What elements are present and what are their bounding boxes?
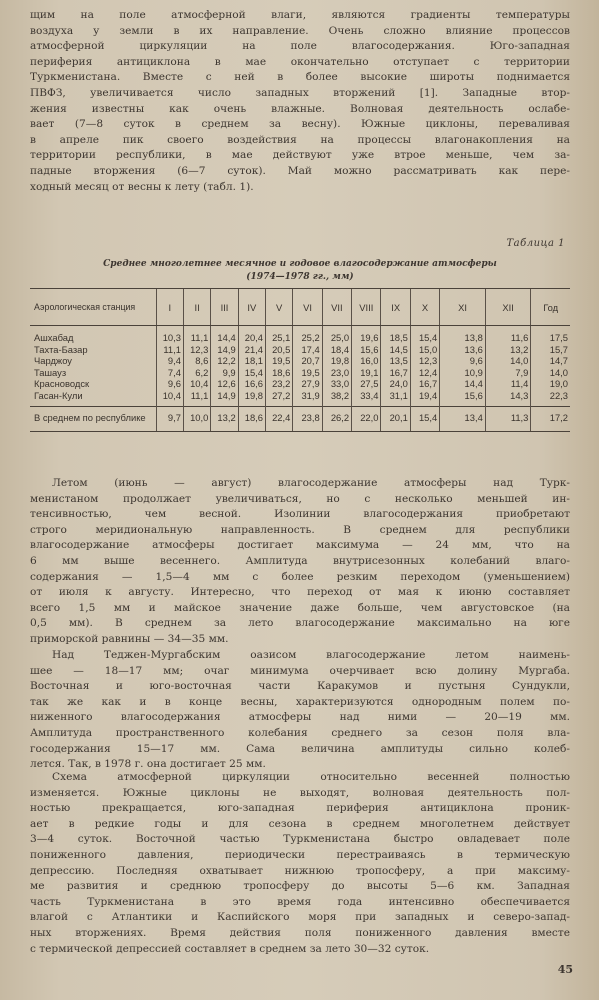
- table-cell: 19,6: [352, 326, 381, 344]
- table-cell: 14,0: [485, 355, 531, 367]
- table-cell: 19,8: [238, 390, 265, 406]
- table-row: [30, 390, 570, 406]
- table-cell: 17,5: [531, 326, 570, 344]
- table-cell: 8,6: [183, 355, 210, 367]
- table-cell: 18,5: [381, 326, 410, 344]
- text-line: падные вторжения (6—7 суток). Май можно рассматривать как пере-: [30, 164, 570, 177]
- table-cell: 27,5: [352, 378, 381, 390]
- paragraph-3: [30, 648, 570, 773]
- text-line: щим на поле атмосферной влаги, являются градиенты температуры: [30, 9, 570, 21]
- text-line: от июля к августу. Интересно, что переход от мая к июню составляет: [30, 586, 570, 599]
- text-line: менистаном продолжает увеличиваться, но с несколько меньшей ин-: [30, 492, 570, 505]
- table-cell: 12,4: [410, 367, 439, 379]
- station-name: Чарджоу: [34, 355, 72, 367]
- table-cell: 15,0: [410, 344, 439, 356]
- header-month: I: [156, 289, 183, 326]
- average-cell: 26,2: [322, 406, 351, 431]
- table-cell: 14,9: [211, 390, 238, 406]
- average-cell: 13,2: [211, 406, 238, 431]
- table-cell: 27,9: [293, 378, 322, 390]
- table-cell: 13,5: [381, 355, 410, 367]
- table-cell: 23,0: [322, 367, 351, 379]
- text-line: периферия антициклона в мае окончательно отступает с территории: [30, 55, 570, 68]
- text-line: в апреле пик своего воздействия на процессы влагонакопления на: [30, 133, 570, 146]
- table-cell: 17,4: [293, 344, 322, 356]
- table-title-line-2: (1974—1978 гг., мм): [246, 272, 354, 282]
- table-cell: 10,4: [156, 390, 183, 406]
- text-line: ниженного влагосодержания атмосферы над ними — 20—19 мм.: [30, 711, 570, 724]
- table-cell: 13,2: [485, 344, 531, 356]
- table-cell: 25,2: [293, 326, 322, 344]
- text-line: вает (7—8 суток в среднем за весну). Южные циклоны, переваливая: [30, 118, 570, 131]
- table-cell: 31,1: [381, 390, 410, 406]
- text-line: воздуха у земли в их направление. Очень сложно влияние процессов: [30, 24, 570, 37]
- table-cell: 16,0: [352, 355, 381, 367]
- text-line: атмосферной циркуляции на поле влагосодержания. Юго-западная: [30, 40, 570, 53]
- table-cell: 10,3: [156, 326, 183, 344]
- table-cell: 14,4: [440, 378, 486, 390]
- table-container: [30, 288, 570, 432]
- header-month: IV: [238, 289, 265, 326]
- table-row: [30, 367, 570, 379]
- text-line: территории республики, в мае действуют уже втрое меньше, чем за-: [30, 149, 570, 162]
- average-cell: 20,1: [381, 406, 410, 431]
- header-station: Аэрологическая станция: [30, 289, 156, 326]
- header-month: VII: [322, 289, 351, 326]
- table-cell: 9,6: [156, 378, 183, 390]
- text-line: часть Туркменистана в это время года интенсивно обеспечивается: [30, 895, 570, 908]
- table-cell: 14,7: [531, 355, 570, 367]
- table-cell: 19,5: [293, 367, 322, 379]
- table-cell: 16,6: [238, 378, 265, 390]
- table-cell: 20,5: [266, 344, 293, 356]
- table-cell: 14,5: [381, 344, 410, 356]
- header-month: XII: [485, 289, 531, 326]
- table-cell: 13,6: [440, 344, 486, 356]
- table-cell: 11,4: [485, 378, 531, 390]
- header-month: XI: [440, 289, 486, 326]
- average-cell: 15,4: [410, 406, 439, 431]
- text-line: влагосодержание атмосферы достигает максимума — 24 мм, что на: [30, 539, 570, 552]
- text-line: ходный месяц от весны к лету (табл. 1).: [30, 180, 254, 193]
- table-title-line-1: Среднее многолетнее месячное и годовое влагосодержание атмосферы: [103, 259, 497, 269]
- table-cell: 18,1: [238, 355, 265, 367]
- table-cell: 12,3: [183, 344, 210, 356]
- table-cell: 11,1: [183, 390, 210, 406]
- page-number: 45: [557, 963, 573, 976]
- table-cell: 15,6: [440, 390, 486, 406]
- table-cell: 25,0: [322, 326, 351, 344]
- table-row: [30, 326, 570, 344]
- table-cell: 20,4: [238, 326, 265, 344]
- table-label: Таблица 1: [506, 238, 565, 249]
- text-line: пониженного давления, периодически перестраиваясь в термическую: [30, 848, 570, 861]
- text-line: всего 1,5 мм и майское значение даже больше, чем августовское (на: [30, 601, 570, 614]
- header-month: III: [211, 289, 238, 326]
- average-cell: 23,8: [293, 406, 322, 431]
- table-cell: 31,9: [293, 390, 322, 406]
- station-name: Ташауз: [34, 366, 67, 378]
- table-cell: 9,9: [211, 367, 238, 379]
- average-row: [30, 406, 570, 431]
- text-line: ПВФЗ, увеличивается число западных вторжений [1]. Западные втор-: [30, 86, 570, 99]
- table-row: [30, 378, 570, 390]
- table-cell: 27,2: [266, 390, 293, 406]
- header-month: Год: [531, 289, 570, 326]
- text-line: с термической депрессией составляет в среднем за лето 30—32 суток.: [30, 942, 430, 955]
- table-cell: 22,3: [531, 390, 570, 406]
- paragraph-1: [30, 8, 570, 195]
- table-cell: 24,0: [381, 378, 410, 390]
- table-cell: 15,6: [352, 344, 381, 356]
- header-month: V: [266, 289, 293, 326]
- average-cell: 18,6: [238, 406, 265, 431]
- table-cell: 14,0: [531, 367, 570, 379]
- text-line: ает в редкие годы и для сезона в среднем многолетнем действует: [30, 817, 570, 830]
- table-cell: 19,5: [266, 355, 293, 367]
- table-cell: 15,4: [410, 326, 439, 344]
- table-cell: 19,0: [531, 378, 570, 390]
- text-line: Амплитуда пространственного колебания среднего за сезон поля вла-: [30, 726, 570, 739]
- text-line: так же как и в конце весны, характеризуются однородным полем по-: [30, 695, 570, 708]
- table-cell: 12,3: [410, 355, 439, 367]
- table-cell: 25,1: [266, 326, 293, 344]
- table-cell: 12,2: [211, 355, 238, 367]
- text-line: ме развития и среднюю тропосферу до высоты 5—6 км. Западная: [30, 880, 570, 893]
- average-cell: 22,4: [266, 406, 293, 431]
- header-month: II: [183, 289, 210, 326]
- average-cell: 11,3: [485, 406, 531, 431]
- table-cell: 33,0: [322, 378, 351, 390]
- table-cell: 19,4: [410, 390, 439, 406]
- text-line: строго меридиональную направленность. В среднем для республики: [30, 523, 570, 536]
- station-name: Красноводск: [34, 378, 90, 390]
- station-name: Тахта-Базар: [34, 343, 88, 355]
- table-cell: 21,4: [238, 344, 265, 356]
- table-header-row: [30, 289, 570, 326]
- text-line: лется. Так, в 1978 г. она достигает 25 мм.: [30, 758, 266, 771]
- table-cell: 10,4: [183, 378, 210, 390]
- table-cell: 38,2: [322, 390, 351, 406]
- text-line: жения известны как очень влажные. Волновая деятельность ослабе-: [30, 102, 570, 115]
- table-cell: 18,6: [266, 367, 293, 379]
- table-cell: 14,9: [211, 344, 238, 356]
- table-cell: 16,7: [410, 378, 439, 390]
- table-cell: 9,4: [156, 355, 183, 367]
- table-title: [30, 258, 570, 284]
- text-line: тенсивностью, чем весной. Изолинии влагосодержания приобретают: [30, 508, 570, 521]
- table-cell: 15,4: [238, 367, 265, 379]
- table-cell: 23,2: [266, 378, 293, 390]
- table-cell: 9,6: [440, 355, 486, 367]
- table-row: [30, 344, 570, 356]
- paragraph-2: [30, 476, 570, 648]
- table-cell: 19,8: [322, 355, 351, 367]
- text-line: ностью прекращается, юго-западная периферия антициклона проник-: [30, 802, 570, 815]
- text-line: депрессию. Последняя охватывает нижнюю тропосферу, а при максиму-: [30, 864, 570, 877]
- table-cell: 16,7: [381, 367, 410, 379]
- text-line: Восточная и юго-восточная части Каракумов и пустыня Сундукли,: [30, 680, 570, 693]
- average-cell: 13,4: [440, 406, 486, 431]
- table-cell: 33,4: [352, 390, 381, 406]
- paragraph-4: [30, 770, 570, 957]
- table-cell: 13,8: [440, 326, 486, 344]
- text-line: содержания — 1,5—4 мм с более резким переходом (уменьшением): [30, 570, 570, 583]
- text-line: 6 мм выше весеннего. Амплитуда внутрисезонных колебаний влаго-: [30, 554, 570, 567]
- table-cell: 11,1: [156, 344, 183, 356]
- text-line: шее — 18—17 мм; очаг минимума очерчивает всю долину Мургаба.: [30, 664, 570, 677]
- text-line: госодержания 15—17 мм. Сама величина амплитуды сильно колеб-: [30, 742, 570, 755]
- text-line: ных вторжениях. Время действия поля пониженного давления вместе: [30, 926, 570, 939]
- table-cell: 12,6: [211, 378, 238, 390]
- table-cell: 15,7: [531, 344, 570, 356]
- text-line: изменяется. Южные циклоны не выходят, волновая деятельность пол-: [30, 786, 570, 799]
- text-line: Схема атмосферной циркуляции относительно весенней полностью: [52, 771, 570, 783]
- average-cell: 22,0: [352, 406, 381, 431]
- average-cell: 17,2: [531, 406, 570, 431]
- table-cell: 14,4: [211, 326, 238, 344]
- table-cell: 6,2: [183, 367, 210, 379]
- text-line: 3—4 суток. Восточной частью Туркменистана быстро овладевает поле: [30, 833, 570, 846]
- table-cell: 7,4: [156, 367, 183, 379]
- station-name: Гасан-Кули: [34, 389, 83, 401]
- average-label: В среднем по республике: [30, 406, 156, 431]
- text-line: влагой с Атлантики и Каспийского моря при западных и северо-запад-: [30, 911, 570, 924]
- table-cell: 11,1: [183, 326, 210, 344]
- header-month: VI: [293, 289, 322, 326]
- average-cell: 10,0: [183, 406, 210, 431]
- table-cell: 20,7: [293, 355, 322, 367]
- table-cell: 10,9: [440, 367, 486, 379]
- text-line: приморской равнины — 34—35 мм.: [30, 632, 229, 645]
- header-month: X: [410, 289, 439, 326]
- table-row: [30, 355, 570, 367]
- table-cell: 7,9: [485, 367, 531, 379]
- text-line: Туркменистана. Вместе с ней в более высокие широты поднимается: [30, 71, 570, 84]
- header-month: IX: [381, 289, 410, 326]
- text-line: Над Теджен-Мургабским оазисом влагосодержание летом наимень-: [52, 649, 570, 661]
- text-line: Летом (июнь — август) влагосодержание атмосферы над Турк-: [52, 477, 570, 489]
- average-cell: 9,7: [156, 406, 183, 431]
- table-cell: 11,6: [485, 326, 531, 344]
- table-cell: 14,3: [485, 390, 531, 406]
- table-cell: 19,1: [352, 367, 381, 379]
- header-month: VIII: [352, 289, 381, 326]
- moisture-table: [30, 288, 570, 432]
- text-line: 0,5 мм). В среднем за лето влагосодержание максимально на юге: [30, 617, 570, 630]
- station-name: Ашхабад: [34, 332, 74, 343]
- table-cell: 18,4: [322, 344, 351, 356]
